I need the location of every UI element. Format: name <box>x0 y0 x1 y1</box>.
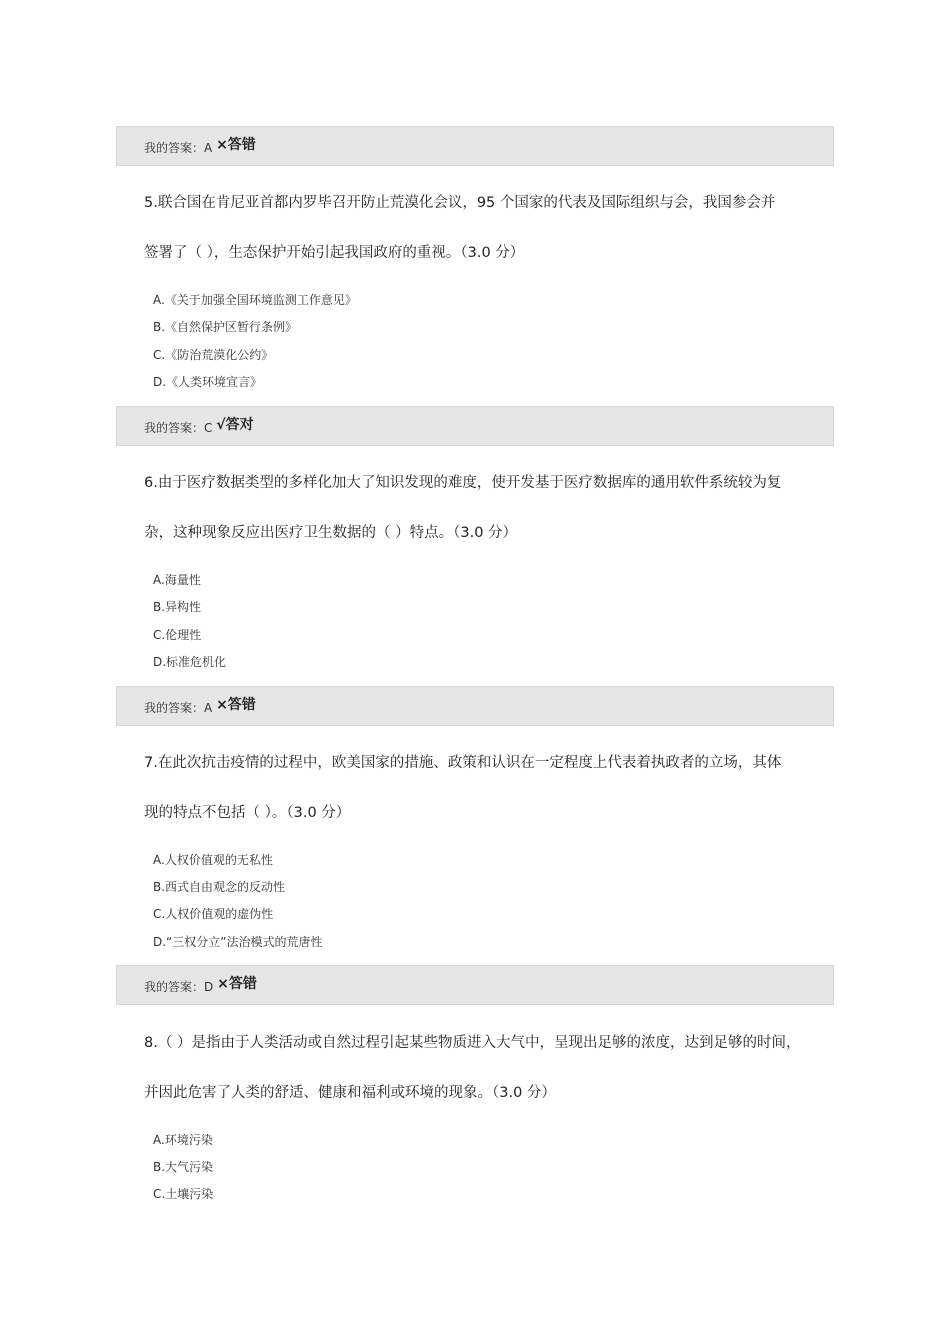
answer-bar <box>116 126 834 166</box>
question-text: 7.在此次抗击疫情的过程中，欧美国家的措施、政策和认识在一定程度上代表着执政者的立场，其体 <box>144 755 782 771</box>
option-a[interactable]: A.人权价值观的无私性 <box>153 853 273 867</box>
wrong-mark-icon: × <box>217 976 229 992</box>
answer-bar <box>116 406 834 446</box>
answer-result: 答对 <box>225 417 254 433</box>
answer-label: 我的答案： <box>144 701 205 715</box>
answer-value: C <box>204 421 213 435</box>
my-answer <box>144 697 256 717</box>
question-text: 签署了（ ），生态保护开始引起我国政府的重视。（3.0 分） <box>144 245 525 261</box>
option-c[interactable]: C.土壤污染 <box>153 1187 214 1201</box>
question-text: 5.联合国在肯尼亚首都内罗毕召开防止荒漠化会议，95 个国家的代表及国际组织与会，我国参会并 <box>144 195 776 211</box>
my-answer <box>144 137 256 157</box>
answer-label: 我的答案： <box>144 980 205 994</box>
question-text: 并因此危害了人类的舒适、健康和福利或环境的现象。（3.0 分） <box>144 1085 556 1101</box>
question-text: 现的特点不包括（ ）。（3.0 分） <box>144 805 351 821</box>
option-b[interactable]: B.西式自由观念的反动性 <box>153 880 286 894</box>
my-answer <box>144 976 257 996</box>
option-c[interactable]: C.《防治荒漠化公约》 <box>153 348 274 362</box>
answer-label: 我的答案： <box>144 421 205 435</box>
answer-value: D <box>204 980 214 994</box>
answer-result: 答错 <box>227 137 256 153</box>
answer-result: 答错 <box>227 697 256 713</box>
question-text: 杂，这种现象反应出医疗卫生数据的（ ）特点。（3.0 分） <box>144 525 518 541</box>
answer-bar <box>116 965 834 1005</box>
option-c[interactable]: C.伦理性 <box>153 628 202 642</box>
option-d[interactable]: D.《人类环境宣言》 <box>153 375 263 389</box>
answer-bar <box>116 686 834 726</box>
option-d[interactable]: D.“三权分立”法治模式的荒唐性 <box>153 935 323 949</box>
option-b[interactable]: B.《自然保护区暂行条例》 <box>153 320 298 334</box>
wrong-mark-icon: × <box>216 697 228 713</box>
answer-label: 我的答案： <box>144 141 205 155</box>
question-text: 6.由于医疗数据类型的多样化加大了知识发现的难度，使开发基于医疗数据库的通用软件系统较为复 <box>144 475 782 491</box>
option-b[interactable]: B.异构性 <box>153 600 202 614</box>
option-b[interactable]: B.大气污染 <box>153 1160 214 1174</box>
question-text: 8.（ ）是指由于人类活动或自然过程引起某些物质进入大气中，呈现出足够的浓度，达到足够的时间， <box>144 1035 801 1051</box>
check-mark-icon: √ <box>216 417 226 433</box>
option-a[interactable]: A.环境污染 <box>153 1133 213 1147</box>
answer-value: A <box>204 141 213 155</box>
wrong-mark-icon: × <box>216 137 228 153</box>
my-answer <box>144 417 254 437</box>
option-a[interactable]: A.《关于加强全国环境监测工作意见》 <box>153 293 357 307</box>
option-c[interactable]: C.人权价值观的虚伪性 <box>153 907 274 921</box>
option-d[interactable]: D.标准危机化 <box>153 655 227 669</box>
answer-value: A <box>204 701 213 715</box>
option-a[interactable]: A.海量性 <box>153 573 201 587</box>
answer-result: 答错 <box>228 976 257 992</box>
